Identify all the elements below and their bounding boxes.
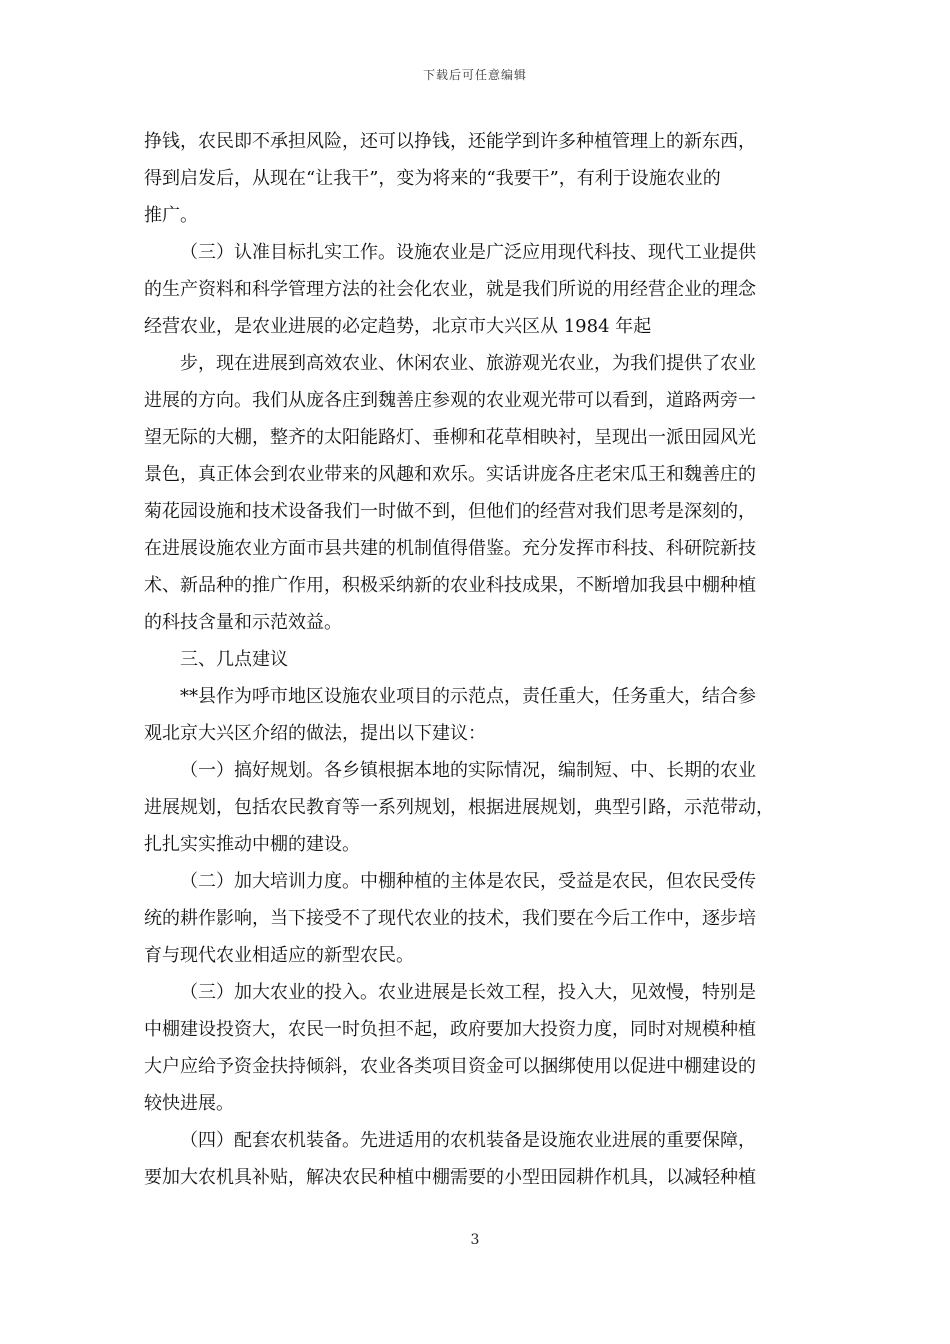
text-line: 挣钱，农民即不承担风险，还可以挣钱，还能学到许多种植管理上的新东西， (144, 131, 756, 152)
text-line: 步，现在进展到高效农业、休闲农业、旅游观光农业，为我们提供了农业 (180, 353, 756, 374)
text-line: 得到启发后，从现在“让我干”，变为将来的“我要干”，有利于设施农业的 (144, 168, 721, 189)
text-line: 观北京大兴区介绍的做法，提出以下建议： (144, 723, 486, 744)
text-line: 菊花园设施和技术设备我们一时做不到，但他们的经营对我们思考是深刻的， (144, 501, 756, 522)
text-line: 推广。 (144, 205, 198, 226)
text-line: 的生产资料和科学管理方法的社会化农业，就是我们所说的用经营企业的理念 (144, 279, 756, 300)
text-line: 进展规划，包括农民教育等一系列规划，根据进展规划，典型引路，示范带动， (144, 797, 774, 818)
text-line: 要加大农机具补贴，解决农民种植中棚需要的小型田园耕作机具，以减轻种植 (144, 1167, 756, 1188)
text-line: 三、几点建议 (180, 649, 288, 670)
text-line: （一）搞好规划。各乡镇根据本地的实际情况，编制短、中、长期的农业 (180, 760, 756, 781)
text-line: 经营农业，是农业进展的必定趋势，北京市大兴区从 1984 年起 (144, 316, 652, 337)
text-line: 的科技含量和示范效益。 (144, 612, 342, 633)
text-line: 进展的方向。我们从庞各庄到魏善庄参观的农业观光带可以看到，道路两旁一 (144, 390, 756, 411)
text-line: 望无际的大棚，整齐的太阳能路灯、垂柳和花草相映衬，呈现出一派田园风光 (144, 427, 756, 448)
text-line: 大户应给予资金扶持倾斜，农业各类项目资金可以捆绑使用以促进中棚建设的 (144, 1056, 756, 1077)
page-header: 下载后可任意编辑 (422, 68, 527, 82)
text-line: 统的耕作影响，当下接受不了现代农业的技术，我们要在今后工作中，逐步培 (144, 908, 756, 929)
text-line: （二）加大培训力度。中棚种植的主体是农民，受益是农民，但农民受传 (180, 871, 756, 892)
text-line: 扎扎实实推动中棚的建设。 (144, 834, 360, 855)
text-line: 育与现代农业相适应的新型农民。 (144, 945, 414, 966)
page-number: 3 (470, 1232, 480, 1248)
text-line: 景色，真正体会到农业带来的风趣和欢乐。实话讲庞各庄老宋瓜王和魏善庄的 (144, 464, 756, 485)
document-body (144, 123, 814, 1196)
text-line: （三）认准目标扎实工作。设施农业是广泛应用现代科技、现代工业提供 (180, 242, 756, 263)
text-line: （三）加大农业的投入。农业进展是长效工程，投入大，见效慢，特别是 (180, 982, 756, 1003)
text-line: 在进展设施农业方面市县共建的机制值得借鉴。充分发挥市科技、科研院新技 (144, 538, 756, 559)
text-line: **县作为呼市地区设施农业项目的示范点，责任重大，任务重大，结合参 (180, 686, 756, 707)
text-line: 中棚建设投资大，农民一时负担不起，政府要加大投资力度，同时对规模种植 (144, 1019, 756, 1040)
text-line: （四）配套农机装备。先进适用的农机装备是设施农业进展的重要保障， (180, 1130, 756, 1151)
text-line: 术、新品种的推广作用，积极采纳新的农业科技成果，不断增加我县中棚种植 (144, 575, 756, 596)
text-line: 较快进展。 (144, 1093, 234, 1114)
